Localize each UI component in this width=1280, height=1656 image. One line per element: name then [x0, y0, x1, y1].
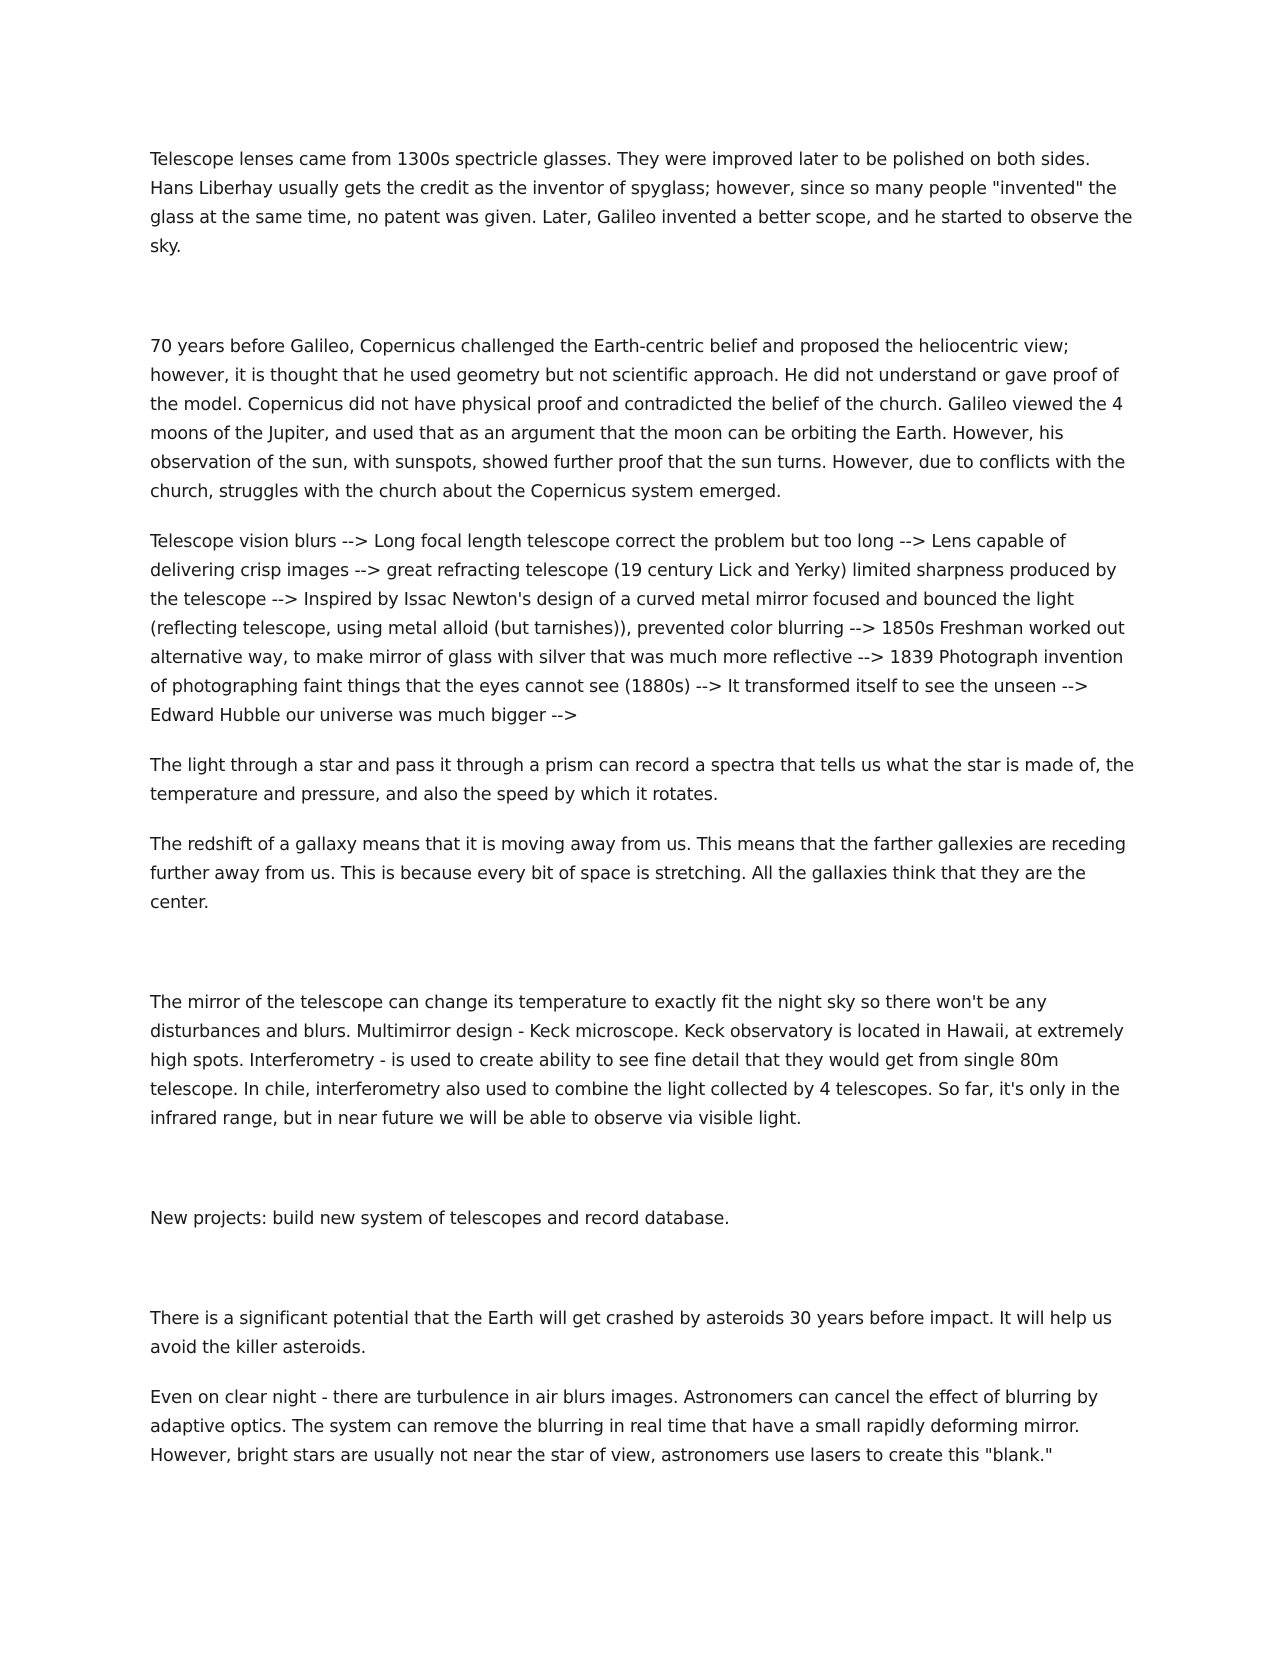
document-page	[150, 146, 1135, 1492]
paragraph-asteroids: There is a significant potential that the Earth will get crashed by asteroids 30 years before impact. It will help us avoid the killer asteroids.	[150, 1309, 1112, 1358]
paragraph-adaptive-optics: Even on clear night - there are turbulence in air blurs images. Astronomers can cancel the effect of blurring by adaptive optics. The system can remove the blurring in real time that have a small rapidly deforming mirror. However, bright stars are usually not near the star of view, astronomers use lasers to create this "blank."	[150, 1388, 1098, 1466]
paragraph-mirror-interferometry: The mirror of the telescope can change its temperature to exactly fit the night sky so there won't be any disturbances and blurs. Multimirror design - Keck microscope. Keck observatory is located in Hawaii, at extremely high spots. Interferometry - is used to create ability to see fine detail that they would get from single 80m telescope. In chile, interferometry also used to combine the light collected by 4 telescopes. So far, it's only in the infrared range, but in near future we will be able to observe via visible light.	[150, 993, 1124, 1129]
blank-line	[150, 283, 1135, 333]
paragraph-copernicus: 70 years before Galileo, Copernicus challenged the Earth-centric belief and proposed the heliocentric view; however, it is thought that he used geometry but not scientific approach. He did not understand or gave proof of the model. Copernicus did not have physical proof and contradicted the belief of the church. Galileo viewed the 4 moons of the Jupiter, and used that as an argument that the moon can be orbiting the Earth. However, his observation of the sun, with sunspots, showed further proof that the sun turns. However, due to conflicts with the church, struggles with the church about the Copernicus system emerged.	[150, 337, 1126, 502]
paragraph-new-projects: New projects: build new system of telescopes and record database.	[150, 1209, 730, 1229]
blank-line	[150, 1255, 1135, 1305]
blank-line	[150, 939, 1135, 989]
paragraph-telescope-lenses: Telescope lenses came from 1300s spectricle glasses. They were improved later to be polished on both sides. Hans Liberhay usually gets the credit as the inventor of spyglass; however, since so many people "invented" the glass at the same time, no patent was given. Later, Galileo invented a better scope, and he started to observe the sky.	[150, 150, 1133, 257]
paragraph-telescope-history: Telescope vision blurs --> Long focal length telescope correct the problem but too long --> Lens capable of delivering crisp images --> great refracting telescope (19 century Lick and Yerky) limited sharpness produced by the telescope --> Inspired by Issac Newton's design of a curved metal mirror focused and bounced the light (reflecting telescope, using metal alloid (but tarnishes)), prevented color blurring --> 1850s Freshman worked out alternative way, to make mirror of glass with silver that was much more reflective --> 1839 Photograph invention of photographing faint things that the eyes cannot see (1880s) --> It transformed itself to see the unseen --> Edward Hubble our universe was much bigger -->	[150, 532, 1125, 726]
paragraph-redshift: The redshift of a gallaxy means that it is moving away from us. This means that the farther gallexies are receding further away from us. This is because every bit of space is stretching. All the gallaxies think that they are the center.	[150, 835, 1126, 913]
blank-line	[150, 1155, 1135, 1205]
paragraph-spectra: The light through a star and pass it through a prism can record a spectra that tells us what the star is made of, the temperature and pressure, and also the speed by which it rotates.	[150, 756, 1134, 805]
